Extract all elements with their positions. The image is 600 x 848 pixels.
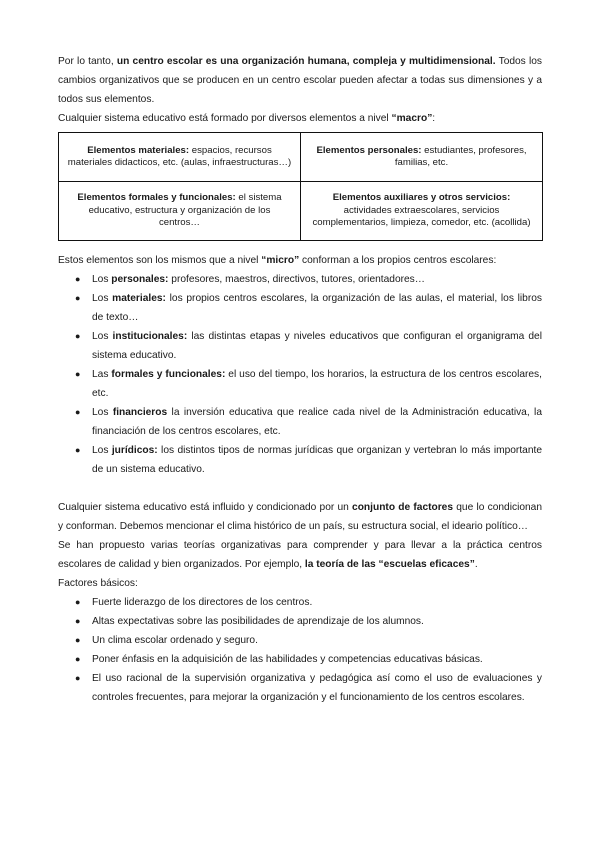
bullet-icon: ●: [75, 673, 81, 683]
intro-paragraph: Por lo tanto, un centro escolar es una organización humana, compleja y multidimensional. Todos los cambios organizativos que se producen en un centro escolar pueden afectar a todas sus dimensiones y a todos sus elementos.: [58, 56, 543, 105]
bullet-icon: ●: [75, 654, 81, 664]
micro-paragraph: Estos elementos son los mismos que a nivel “micro” conforman a los propios centros escolares:: [58, 255, 497, 266]
list-item: ● Las formales y funcionales: el uso del tiempo, los horarios, la estructura de los centros escolares, etc.: [58, 365, 542, 403]
list-item: ● Un clima escolar ordenado y seguro.: [58, 631, 542, 650]
teorias-paragraph: Se han propuesto varias teorías organizativas para comprender y para llevar a la práctica centros escolares de calidad y bien organizados. Por ejemplo, la teoría de las “escuelas eficaces”.: [58, 540, 542, 570]
bullet-icon: ●: [75, 369, 81, 379]
list-item: ● Fuerte liderazgo de los directores de los centros.: [58, 593, 542, 612]
bullet-icon: ●: [75, 331, 81, 341]
list-item: ● Los materiales: los propios centros escolares, la organización de las aulas, el material, los libros de texto…: [58, 289, 542, 327]
macro-paragraph: Cualquier sistema educativo está formado por diversos elementos a nivel “macro”:: [58, 113, 436, 124]
micro-bold: “micro”: [261, 255, 300, 266]
macro-bold: “macro”: [391, 113, 433, 124]
list-item: ● Los financieros la inversión educativa que realice cada nivel de la Administración educativa, la financiación de los centros escolares, etc.: [58, 403, 542, 441]
factores-paragraph: Cualquier sistema educativo está influido y condicionado por un conjunto de factores que lo condicionan y conforman. Debemos mencionar el clima histórico de un país, su estructura social, el ideario político…: [58, 502, 542, 532]
factores-basicos-list: [58, 593, 542, 707]
list-item: ● Los personales: profesores, maestros, directivos, tutores, orientadores…: [58, 270, 542, 289]
list-item: ● Los jurídicos: los distintos tipos de normas jurídicas que organizan y vertebran lo más importante de un sistema educativo.: [58, 441, 542, 479]
bullet-icon: ●: [75, 274, 81, 284]
bullet-icon: ●: [75, 407, 81, 417]
cell-auxiliares: Elementos auxiliares y otros servicios: actividades extraescolares, servicios complementarios, limpieza, comedor, etc. (acollida): [301, 182, 543, 241]
bullet-icon: ●: [75, 293, 81, 303]
list-item: ● Altas expectativas sobre las posibilidades de aprendizaje de los alumnos.: [58, 612, 542, 631]
micro-elements-list: [58, 270, 542, 479]
factores-basicos-label: Factores básicos:: [58, 578, 138, 589]
bullet-icon: ●: [75, 597, 81, 607]
escuelas-eficaces-bold: la teoría de las “escuelas eficaces”: [304, 559, 475, 570]
bullet-icon: ●: [75, 616, 81, 626]
factores-bold: conjunto de factores: [352, 502, 454, 513]
elements-table: [58, 132, 543, 241]
bullet-icon: ●: [75, 635, 81, 645]
cell-formales: Elementos formales y funcionales: el sistema educativo, estructura y organización de los centros…: [59, 182, 301, 241]
cell-materiales: Elementos materiales: espacios, recursos materiales didacticos, etc. (aulas, infraestructuras…): [59, 133, 301, 182]
list-item: ● Poner énfasis en la adquisición de las habilidades y competencias educativas básicas.: [58, 650, 542, 669]
cell-personales: Elementos personales: estudiantes, profesores, familias, etc.: [301, 133, 543, 182]
list-item: ● El uso racional de la supervisión organizativa y pedagógica así como el uso de evaluaciones y controles frecuentes, para mejorar la organización y el funcionamiento de los centros escolares.: [58, 669, 542, 707]
intro-bold: un centro escolar es una organización humana, compleja y multidimensional.: [116, 56, 496, 67]
bullet-icon: ●: [75, 445, 81, 455]
list-item: ● Los institucionales: las distintas etapas y niveles educativos que configuran el organigrama del sistema educativo.: [58, 327, 542, 365]
document-page: [58, 52, 542, 707]
